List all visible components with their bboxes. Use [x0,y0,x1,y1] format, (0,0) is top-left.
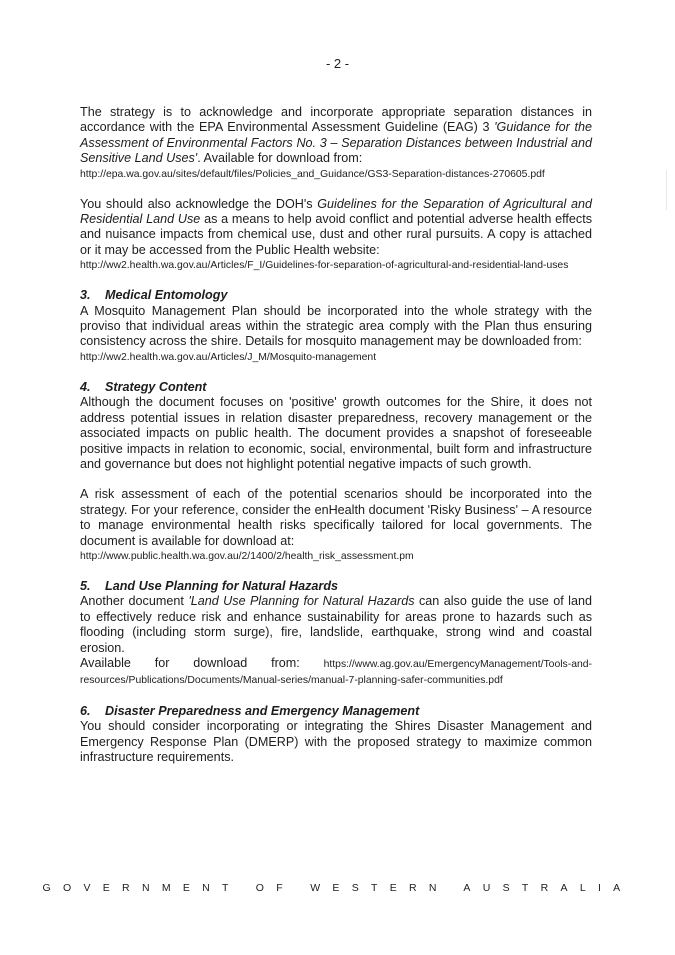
section-6-number: 6. [80,703,91,718]
section-4-heading [80,380,592,395]
section-4-number: 4. [80,379,91,394]
section-4-url-link[interactable]: http://www.public.health.wa.gov.au/2/1400/2/health_risk_assessment.pm [80,550,414,562]
section-3-title: Medical Entomology [105,288,228,303]
section-6-title: Disaster Preparedness and Emergency Management [105,703,420,718]
section-5-text-2: can also guide the use of land to effectively reduce risk and enhance sustainability for areas prone to hazards such as flooding (including storm surge), fire, landslide, earthquake, strong wind and coastal erosion. [80,594,592,655]
doh-text-1: You should also acknowledge the DOH's [80,196,318,211]
section-6 [80,704,592,766]
intro-text-1: The strategy is to acknowledge and incorporate appropriate separation distances in accordance with the EPA Environmental Assessment Guideline (EAG) 3 [80,105,592,135]
section-3-url-link[interactable]: http://ww2.health.wa.gov.au/Articles/J_M/Mosquito-management [80,351,377,363]
intro-url-link[interactable]: http://epa.wa.gov.au/sites/default/files/Policies_and_Guidance/GS3-Separation-distances-270605.pdf [80,168,545,180]
section-4-text-2: A risk assessment of each of the potential scenarios should be incorporated into the strategy. For your reference, consider the enHealth document 'Risky Business' – A resource to manage environmental health risks specifically tailored for local governments. The document is available for download at: [80,487,592,548]
section-4 [80,380,592,472]
section-6-text: You should consider incorporating or integrating the Shires Disaster Management and Emergency Response Plan (DMERP) with the proposed strategy to maximize common infrastructure requirements. [80,719,592,764]
section-5-heading [80,579,592,594]
intro-title: 'Guidance for the Assessment of Environmental Factors No. 3 – Separation Distances between Industrial and Sensitive Land Uses' [80,120,592,166]
section-5-text-1: Another document [80,594,189,609]
footer [0,882,675,894]
footer-text: GOVERNMENT OF WESTERN AUSTRALIA [42,882,633,894]
scan-edge-mark [666,170,667,210]
doh-title: Guidelines for the Separation of Agricultural and Residential Land Use [80,196,592,227]
section-5-number: 5. [80,578,91,593]
doh-text-2: as a means to help avoid conflict and potential adverse health effects and nuisance impacts from chemical use, dust and other rural pursuits. A copy is attached or it may be accessed from the Public Health website: [80,212,592,257]
section-4-risk-paragraph [80,487,592,564]
intro-text-2: . Available for download from: [197,151,363,166]
section-5-url-link[interactable]: https://www.ag.gov.au/EmergencyManagement/Tools-and-resources/Publications/Documents/Manual-series/manual-7-planning-safer-communities.pdf [80,658,592,687]
section-3-number: 3. [80,288,91,303]
doh-url-link[interactable]: http://ww2.health.wa.gov.au/Articles/F_I/Guidelines-for-separation-of-agricultural-and-residential-land-uses [80,260,569,272]
page-number: - 2 - [325,56,350,71]
section-3 [80,288,592,365]
section-4-title: Strategy Content [105,379,207,394]
section-3-heading [80,288,592,303]
doh-paragraph [80,197,592,274]
section-5 [80,579,592,689]
section-4-text-1: Although the document focuses on 'positive' growth outcomes for the Shire, it does not address potential issues in relation disaster preparedness, recovery management or the associated impacts on public health. The document provides a snapshot of foreseeable positive impacts in relation to economic, social, environmental, built form and infrastructure and governance but does not highlight potential negative impacts of such growth. [80,395,592,471]
section-5-download-label: Available for download from: [80,655,324,670]
intro-paragraph [80,105,592,182]
section-6-heading [80,704,592,719]
section-3-text: A Mosquito Management Plan should be incorporated into the whole strategy with the proviso that individual areas within the strategic area comply with the Plan thus ensuring consistency across the shire. Details for mosquito management may be downloaded from: [80,303,592,349]
section-5-title: Land Use Planning for Natural Hazards [105,578,339,593]
document-body [80,105,592,780]
section-5-italic-title: 'Land Use Planning for Natural Hazards [188,594,415,609]
